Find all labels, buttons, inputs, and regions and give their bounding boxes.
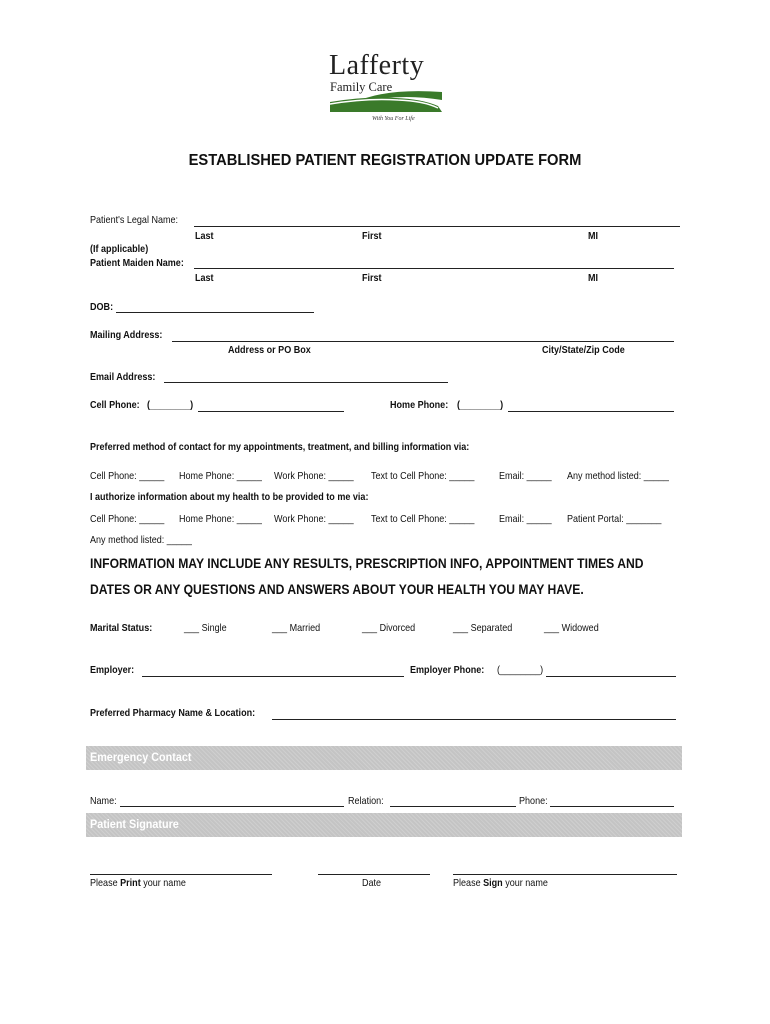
- marital-widowed[interactable]: ___ Widowed: [544, 622, 599, 634]
- pref-cell-phone[interactable]: Cell Phone: _____: [90, 470, 165, 482]
- print-name-hint: Please Print your name: [90, 877, 186, 889]
- pharmacy-label: Preferred Pharmacy Name & Location:: [90, 707, 256, 719]
- pharmacy-field[interactable]: [272, 719, 676, 720]
- legal-name-field[interactable]: [194, 226, 680, 227]
- auth-home-phone[interactable]: Home Phone: _____: [179, 513, 262, 525]
- dob-field[interactable]: [116, 312, 314, 313]
- marital-separated[interactable]: ___ Separated: [453, 622, 513, 634]
- employer-field[interactable]: [142, 676, 404, 677]
- authorize-heading: I authorize information about my health to be provided to me via:: [90, 491, 369, 503]
- pref-text-cell[interactable]: Text to Cell Phone: _____: [371, 470, 475, 482]
- employer-phone-field[interactable]: [546, 676, 676, 677]
- patient-signature-title: Patient Signature: [90, 817, 179, 831]
- maiden-first-hint: First: [362, 272, 382, 284]
- auth-cell-phone[interactable]: Cell Phone: _____: [90, 513, 165, 525]
- cell-phone-area[interactable]: (________): [147, 399, 194, 411]
- sign-name-field[interactable]: [453, 874, 677, 875]
- employer-label: Employer:: [90, 664, 135, 676]
- pref-any-method[interactable]: Any method listed: _____: [567, 470, 669, 482]
- sign-name-hint: Please Sign your name: [453, 877, 548, 889]
- if-applicable-label: (If applicable): [90, 243, 149, 255]
- home-phone-label: Home Phone:: [390, 399, 449, 411]
- maiden-name-label: Patient Maiden Name:: [90, 257, 184, 269]
- auth-text-cell[interactable]: Text to Cell Phone: _____: [371, 513, 475, 525]
- emergency-contact-header: [86, 746, 682, 770]
- emergency-contact-title: Emergency Contact: [90, 750, 192, 764]
- emergency-phone-field[interactable]: [550, 806, 674, 807]
- mailing-field[interactable]: [172, 341, 674, 342]
- contact-pref-heading: Preferred method of contact for my appointments, treatment, and billing information via:: [90, 441, 470, 453]
- auth-email[interactable]: Email: _____: [499, 513, 552, 525]
- marital-single[interactable]: ___ Single: [184, 622, 227, 634]
- legal-mi-hint: MI: [588, 230, 599, 242]
- marital-married[interactable]: ___ Married: [272, 622, 321, 634]
- pref-email[interactable]: Email: _____: [499, 470, 552, 482]
- pref-work-phone[interactable]: Work Phone: _____: [274, 470, 354, 482]
- marital-divorced[interactable]: ___ Divorced: [362, 622, 416, 634]
- pref-home-phone[interactable]: Home Phone: _____: [179, 470, 262, 482]
- home-phone-field[interactable]: [508, 411, 674, 412]
- print-name-field[interactable]: [90, 874, 272, 875]
- marital-label: Marital Status:: [90, 622, 153, 634]
- mailing-address-hint: Address or PO Box: [228, 344, 311, 356]
- patient-signature-header: [86, 813, 682, 837]
- notice-line-2: DATES OR ANY QUESTIONS AND ANSWERS ABOUT YOUR HEALTH YOU MAY HAVE.: [90, 582, 584, 597]
- legal-first-hint: First: [362, 230, 382, 242]
- mailing-city-hint: City/State/Zip Code: [542, 344, 625, 356]
- notice-line-1: INFORMATION MAY INCLUDE ANY RESULTS, PRESCRIPTION INFO, APPOINTMENT TIMES AND: [90, 556, 644, 571]
- logo-name: Lafferty: [329, 50, 425, 81]
- emergency-name-label: Name:: [90, 795, 117, 807]
- form-title: ESTABLISHED PATIENT REGISTRATION UPDATE FORM: [188, 152, 582, 169]
- employer-phone-label: Employer Phone:: [410, 664, 485, 676]
- legal-name-label: Patient's Legal Name:: [90, 214, 179, 226]
- dob-label: DOB:: [90, 301, 114, 313]
- home-phone-area[interactable]: (________): [457, 399, 504, 411]
- emergency-name-field[interactable]: [120, 806, 344, 807]
- email-label: Email Address:: [90, 371, 156, 383]
- date-hint: Date: [362, 877, 382, 889]
- legal-last-hint: Last: [195, 230, 214, 242]
- logo-tagline: With You For Life: [372, 116, 415, 122]
- date-field[interactable]: [318, 874, 430, 875]
- emergency-relation-field[interactable]: [390, 806, 516, 807]
- auth-any-method[interactable]: Any method listed: _____: [90, 534, 192, 546]
- employer-phone-area[interactable]: (________): [497, 664, 544, 676]
- emergency-relation-label: Relation:: [348, 795, 384, 807]
- email-field[interactable]: [164, 382, 448, 383]
- emergency-phone-label: Phone:: [519, 795, 548, 807]
- logo-subtitle: Family Care: [330, 80, 393, 94]
- cell-phone-label: Cell Phone:: [90, 399, 140, 411]
- mailing-label: Mailing Address:: [90, 329, 163, 341]
- auth-work-phone[interactable]: Work Phone: _____: [274, 513, 354, 525]
- maiden-last-hint: Last: [195, 272, 214, 284]
- maiden-mi-hint: MI: [588, 272, 599, 284]
- maiden-name-field[interactable]: [194, 268, 674, 269]
- cell-phone-field[interactable]: [198, 411, 344, 412]
- logo: [326, 50, 446, 126]
- hills-icon: [326, 78, 446, 118]
- auth-patient-portal[interactable]: Patient Portal: _______: [567, 513, 662, 525]
